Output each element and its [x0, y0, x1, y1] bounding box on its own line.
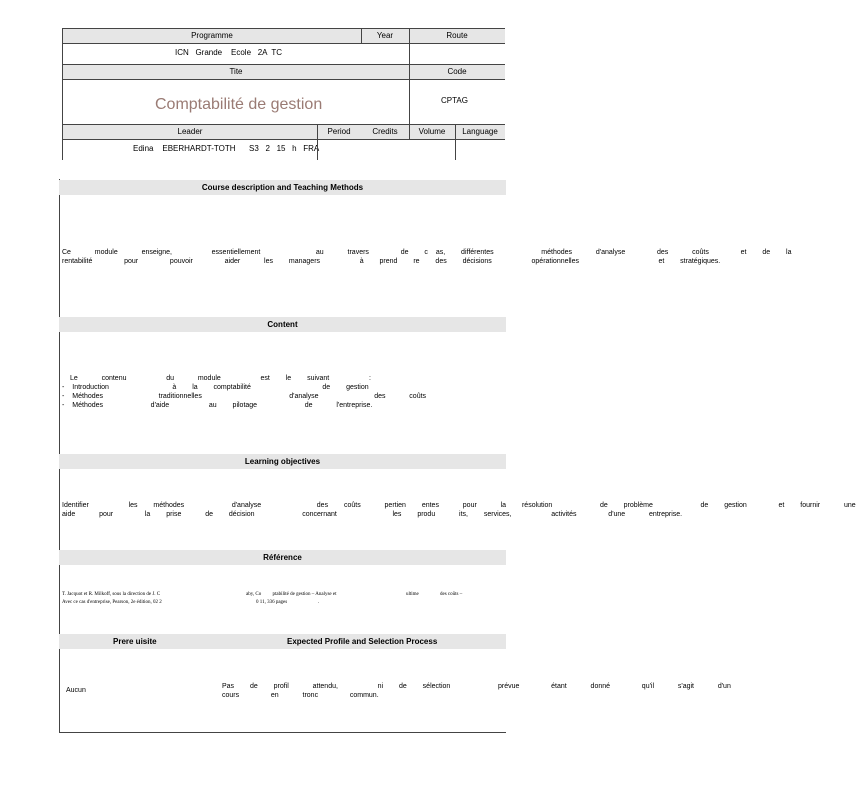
reference-heading: Référence — [59, 550, 506, 565]
programme-row — [63, 44, 505, 65]
credits-label: Credits — [372, 127, 398, 136]
content-line-3: - Méthodes traditionnelles d'analyse des coûts — [62, 393, 427, 400]
content-line-4: - Méthodes d'aide au pilotage de l'entreprise. — [62, 402, 373, 409]
reference-line-2b: 0 11, 336 pages — [256, 600, 288, 605]
reference-line-2c: . — [318, 600, 320, 605]
period-label: Period — [327, 127, 351, 136]
course-header-table — [62, 28, 505, 160]
objectives-heading: Learning objectives — [59, 454, 506, 469]
description-heading: Course description and Teaching Methods — [59, 180, 506, 195]
leader-label-row — [63, 125, 505, 140]
prerequisite-value: Aucun — [66, 687, 86, 694]
course-code: CPTAG — [441, 96, 468, 105]
language-label: Language — [462, 127, 498, 136]
reference-line-1d: des coûts – — [440, 592, 463, 597]
volume-label: Volume — [418, 127, 446, 136]
leader-row — [63, 140, 505, 160]
objectives-line-1: Identifier les méthodes d'analyse des coûts pertien entes pour la résolution de problème de gestion et fournir une — [62, 502, 856, 509]
content-line-1: Le contenu du module est le suivant : — [62, 375, 371, 382]
reference-line-1b: aby, Co ptabilité de gestion – Analyse et — [246, 592, 337, 597]
year-label: Year — [376, 31, 394, 40]
title-row — [63, 80, 505, 125]
content-heading: Content — [59, 317, 506, 332]
leader-value: Edina EBERHARDT-TOTH — [133, 144, 236, 153]
code-label: Code — [447, 67, 467, 76]
reference-line-1c: ultime — [406, 592, 419, 597]
header-label-row — [63, 28, 505, 44]
course-details: S3 2 15 h FRA — [249, 144, 320, 153]
description-line-1: Ce module enseigne, essentiellement au travers de c as, différentes méthodes d'analyse des coûts et de la — [62, 249, 792, 256]
leader-label: Leader — [177, 127, 203, 136]
reference-line-1a: T. Jacquot et R. Milkoff, sous la direction de J. C — [62, 592, 161, 597]
title-label-row — [63, 65, 505, 80]
reference-line-2a: Avec ce cas d'entreprise, Pearson, 2e édition, 02 2 — [62, 600, 162, 605]
description-line-2: rentabilité pour pouvoir aider les managers à prend re des décisions opérationnelles et stratégiques. — [62, 258, 721, 265]
prerequisite-heading: Prere uisite — [113, 637, 157, 646]
profile-line-2: cours en tronc commun. — [222, 692, 379, 699]
profile-line-1: Pas de profil attendu, ni de sélection prévue étant donné qu'il s'agit d'un — [222, 683, 731, 690]
profile-heading-bar — [59, 634, 506, 649]
route-label: Route — [446, 31, 468, 40]
programme-label: Programme — [191, 31, 233, 40]
profile-heading: Expected Profile and Selection Process — [287, 637, 438, 646]
title-label: Tite — [229, 67, 243, 76]
objectives-line-2: aide pour la prise de décision concernant les produ its, services, activités d'une entreprise. — [62, 511, 683, 518]
programme-value: ICN Grande Ecole 2A TC — [175, 48, 283, 57]
content-line-2: - Introduction à la comptabilité de gestion — [62, 384, 369, 391]
course-title: Comptabilité de gestion — [155, 96, 323, 113]
body-frame-bottom — [59, 732, 506, 733]
